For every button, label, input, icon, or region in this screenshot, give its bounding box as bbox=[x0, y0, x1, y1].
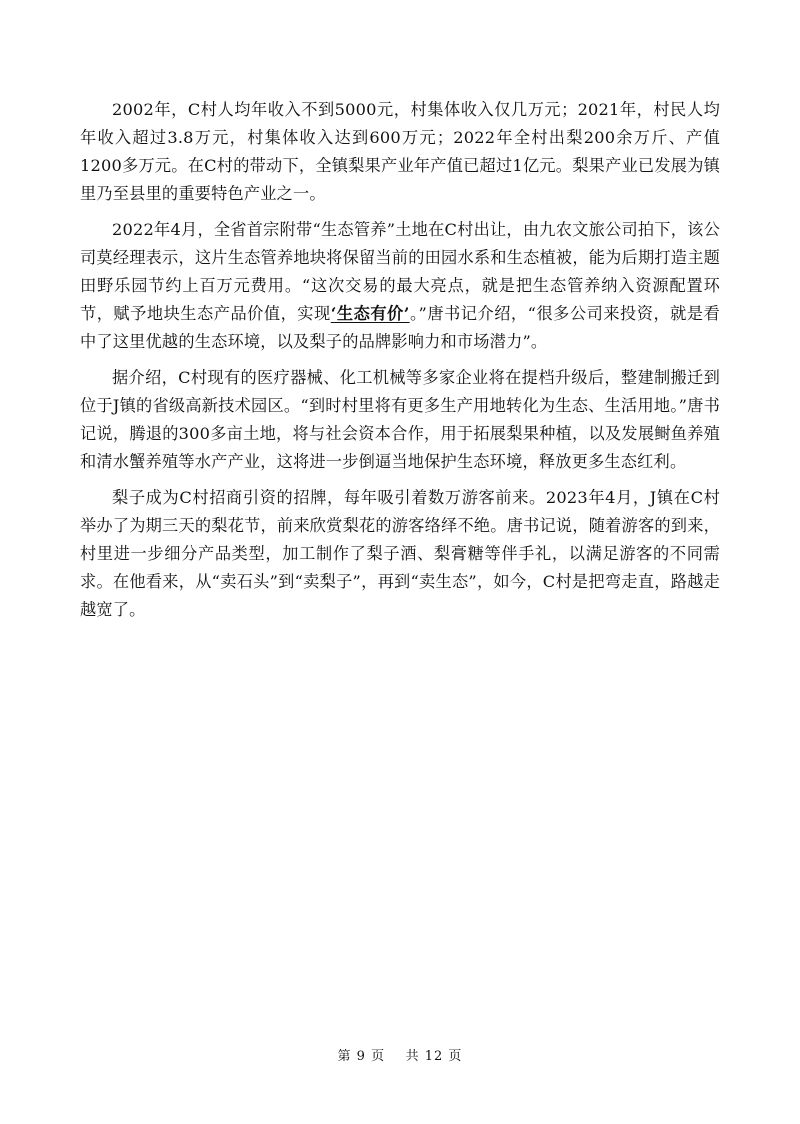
emphasis-ecological-value: ‘生态有价’ bbox=[330, 304, 410, 323]
page-number: 第 9 页 bbox=[337, 1049, 386, 1064]
paragraph-land-transfer bbox=[80, 216, 720, 356]
page-footer bbox=[0, 1045, 800, 1064]
paragraph-tourism: 梨子成为C村招商引资的招牌，每年吸引着数万游客前来。2023年4月，J镇在C村举办了为期三天的梨花节，前来欣赏梨花的游客络绎不绝。唐书记说，随着游客的到来，村里进一步细分产品类型，加工制作了梨子酒、梨膏糖等伴手礼，以满足游客的不同需求。在他看来，从“卖石头”到“卖梨子”，再到“卖生态”，如今，C村是把弯走直，路越走越宽了。 bbox=[80, 488, 720, 619]
document-body bbox=[80, 96, 720, 632]
paragraph-land-transfer-text-after: 。”唐书记介绍，“很多公司来投资，就是看中了这里优越的生态环境，以及梨子的品牌影响力和市场潜力”。 bbox=[80, 304, 720, 351]
paragraph-enterprise-relocation: 据介绍，C村现有的医疗器械、化工机械等多家企业将在提档升级后，整建制搬迁到位于J镇的省级高新技术园区。“到时村里将有更多生产用地转化为生态、生活用地。”唐书记说，腾退的300多亩土地，将与社会资本合作，用于拓展梨果种植，以及发展鲥鱼养殖和清水蟹养殖等水产产业，这将进一步倒逼当地保护生态环境，释放更多生态红利。 bbox=[80, 368, 720, 471]
page-total: 共 12 页 bbox=[405, 1049, 463, 1064]
paragraph-land-transfer-text-before: 2022年4月，全省首宗附带“生态管养”土地在C村出让，由九农文旅公司拍下，该公司莫经理表示，这片生态管养地块将保留当前的田园水系和生态植被，能为后期打造主题田野乐园节约上百万元费用。“这次交易的最大亮点，就是把生态管养纳入资源配置环节，赋予地块生态产品价值，实现 bbox=[80, 220, 720, 323]
paragraph-income: 2002年，C村人均年收入不到5000元，村集体收入仅几万元；2021年，村民人均年收入超过3.8万元，村集体收入达到600万元；2022年全村出梨200余万斤、产值1200多万元。在C村的带动下，全镇梨果产业年产值已超过1亿元。梨果产业已发展为镇里乃至县里的重要特色产业之一。 bbox=[80, 100, 720, 203]
